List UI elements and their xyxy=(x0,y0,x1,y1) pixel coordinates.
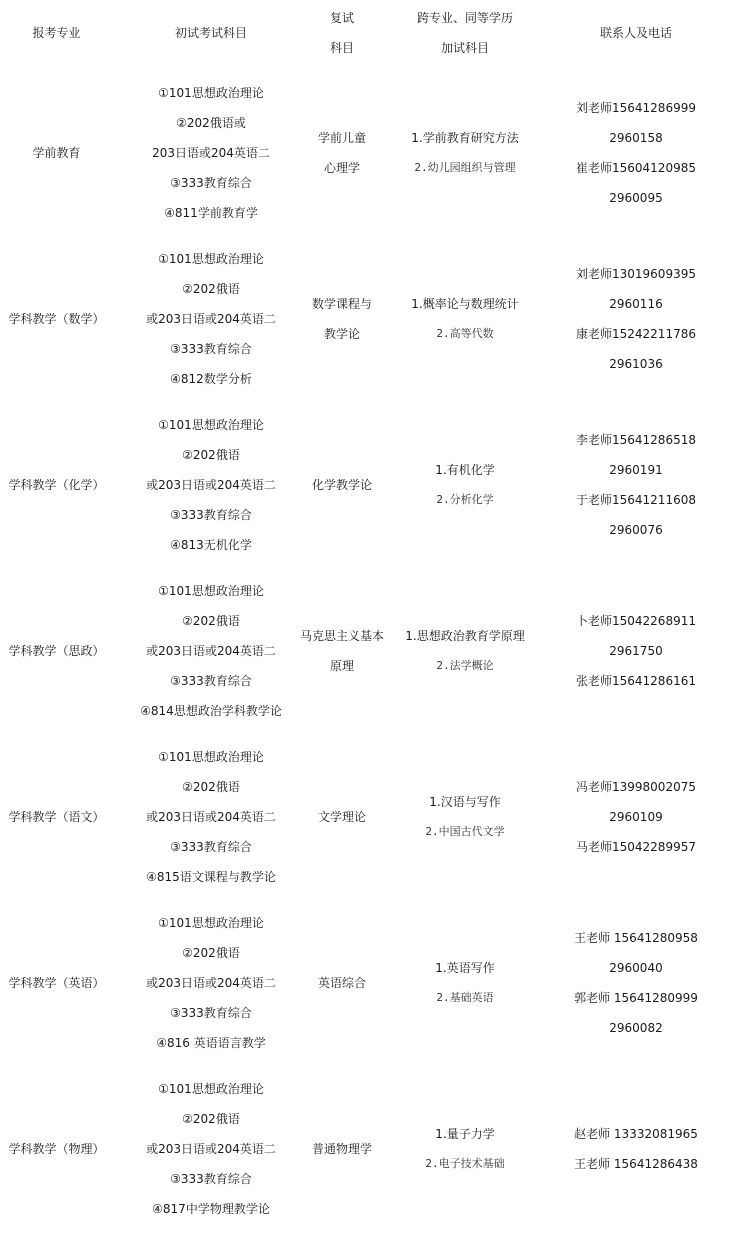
contact-cell xyxy=(541,236,731,402)
contact-cell xyxy=(541,568,731,734)
initial-subjects-cell-line: ③333教育综合 xyxy=(170,674,252,688)
contact-cell xyxy=(541,402,731,568)
extra-subjects-cell-line: 2.幼儿园组织与管理 xyxy=(414,161,516,174)
retest-subject-cell xyxy=(295,734,389,900)
contact-cell-line: 赵老师 13332081965 xyxy=(574,1127,698,1141)
extra-subjects-cell-line: 1.学前教育研究方法 xyxy=(411,131,519,145)
retest-subject-cell xyxy=(295,402,389,568)
initial-subjects-cell-line: ④812数学分析 xyxy=(170,372,252,386)
initial-subjects-cell-line: ③333教育综合 xyxy=(170,1006,252,1020)
extra-subjects-cell-line: 2.中国古代文学 xyxy=(425,825,505,838)
contact-cell-line: 张老师15641286161 xyxy=(576,674,696,688)
retest-subject-cell-line: 马克思主义基本 xyxy=(299,629,384,643)
major-cell xyxy=(0,1066,113,1232)
major-cell-line: 学科教学（语文） xyxy=(8,810,105,824)
table-row xyxy=(0,734,731,900)
initial-subjects-cell-line: ②202俄语 xyxy=(182,614,240,628)
major-cell-line: 学前教育 xyxy=(32,146,81,160)
contact-cell-line: 刘老师13019609395 xyxy=(576,267,696,281)
table-row xyxy=(0,236,731,402)
contact-cell-line: 2960158 xyxy=(609,131,663,145)
initial-subjects-cell-line: ④811学前教育学 xyxy=(164,206,258,220)
contact-cell-line: 郭老师 15641280999 xyxy=(574,991,698,1005)
contact-cell-line: 冯老师13998002075 xyxy=(576,780,696,794)
extra-subjects-cell-line: 2.分析化学 xyxy=(436,493,494,506)
contact-cell-line: 2961036 xyxy=(609,357,663,371)
extra-subjects-cell xyxy=(389,568,541,734)
initial-subjects-cell-line: ①101思想政治理论 xyxy=(158,584,264,598)
contact-cell-line: 李老师15641286518 xyxy=(576,433,696,447)
initial-subjects-cell-line: 或203日语或204英语二 xyxy=(146,478,276,492)
retest-subject-cell-line: 文学理论 xyxy=(317,810,366,824)
initial-subjects-cell-line: 或203日语或204英语二 xyxy=(146,644,276,658)
retest-subject-cell-line: 数学课程与 xyxy=(311,297,372,311)
contact-cell xyxy=(541,734,731,900)
major-cell xyxy=(0,70,113,236)
extra-subjects-cell xyxy=(389,900,541,1066)
initial-subjects-cell xyxy=(113,900,309,1066)
header-major: 报考专业 xyxy=(32,26,81,40)
header-retest-line2: 科目 xyxy=(329,41,354,55)
extra-subjects-cell xyxy=(389,236,541,402)
initial-subjects-cell xyxy=(113,402,309,568)
initial-subjects-cell xyxy=(113,70,309,236)
contact-cell-line: 王老师 15641286438 xyxy=(574,1157,698,1171)
extra-subjects-cell-line: 1.概率论与数理统计 xyxy=(411,297,519,311)
major-cell xyxy=(0,402,113,568)
initial-subjects-cell-line: ④815语文课程与教学论 xyxy=(146,870,276,884)
contact-cell-line: 崔老师15604120985 xyxy=(576,161,696,175)
contact-cell-line: 2960076 xyxy=(609,523,663,537)
retest-subject-cell-line: 化学教学论 xyxy=(311,478,372,492)
header-extra-line1: 跨专业、同等学历 xyxy=(416,11,513,25)
table-row xyxy=(0,568,731,734)
contact-cell xyxy=(541,70,731,236)
header-extra-line2: 加试科目 xyxy=(440,41,489,55)
major-cell-line: 学科教学（英语） xyxy=(8,976,105,990)
contact-cell-line: 康老师15242211786 xyxy=(576,327,696,341)
major-cell xyxy=(0,568,113,734)
initial-subjects-cell-line: ②202俄语 xyxy=(182,282,240,296)
contact-cell-line: 2960095 xyxy=(609,191,663,205)
header-contact: 联系人及电话 xyxy=(599,26,672,40)
retest-subject-cell xyxy=(295,568,389,734)
initial-subjects-cell xyxy=(113,734,309,900)
contact-cell-line: 2960109 xyxy=(609,810,663,824)
initial-subjects-cell-line: ②202俄语 xyxy=(182,946,240,960)
major-cell-line: 学科教学（数学） xyxy=(8,312,105,326)
initial-subjects-cell-line: ④813无机化学 xyxy=(170,538,252,552)
extra-subjects-cell xyxy=(389,70,541,236)
contact-cell xyxy=(541,900,731,1066)
initial-subjects-cell-line: ③333教育综合 xyxy=(170,508,252,522)
initial-subjects-cell xyxy=(113,1066,309,1232)
initial-subjects-cell-line: 或203日语或204英语二 xyxy=(146,976,276,990)
extra-subjects-cell-line: 1.量子力学 xyxy=(435,1127,495,1141)
extra-subjects-cell xyxy=(389,734,541,900)
contact-cell-line: 卜老师15042268911 xyxy=(576,614,696,628)
initial-subjects-cell-line: ③333教育综合 xyxy=(170,342,252,356)
retest-subject-cell-line: 普通物理学 xyxy=(311,1142,372,1156)
retest-subject-cell-line: 英语综合 xyxy=(317,976,366,990)
major-cell xyxy=(0,236,113,402)
header-initial-subjects: 初试考试科目 xyxy=(174,26,247,40)
retest-subject-cell xyxy=(295,70,389,236)
extra-subjects-cell-line: 1.英语写作 xyxy=(435,961,495,975)
initial-subjects-cell-line: ①101思想政治理论 xyxy=(158,1082,264,1096)
extra-subjects-cell xyxy=(389,1066,541,1232)
initial-subjects-cell-line: ②202俄语 xyxy=(182,1112,240,1126)
initial-subjects-cell-line: ③333教育综合 xyxy=(170,176,252,190)
extra-subjects-cell xyxy=(389,402,541,568)
initial-subjects-cell-line: ②202俄语 xyxy=(182,448,240,462)
contact-cell-line: 2961750 xyxy=(609,644,663,658)
extra-subjects-cell-line: 2.法学概论 xyxy=(436,659,494,672)
contact-cell-line: 王老师 15641280958 xyxy=(574,931,698,945)
initial-subjects-cell xyxy=(113,568,309,734)
contact-cell xyxy=(541,1066,731,1232)
initial-subjects-cell-line: ①101思想政治理论 xyxy=(158,252,264,266)
contact-cell-line: 2960116 xyxy=(609,297,663,311)
initial-subjects-cell-line: ①101思想政治理论 xyxy=(158,750,264,764)
header-retest-line1: 复试 xyxy=(329,11,354,25)
major-cell-line: 学科教学（化学） xyxy=(8,478,105,492)
contact-cell-line: 2960040 xyxy=(609,961,663,975)
major-cell-line: 学科教学（思政） xyxy=(8,644,105,658)
contact-cell-line: 于老师15641211608 xyxy=(576,493,696,507)
initial-subjects-cell-line: ①101思想政治理论 xyxy=(158,916,264,930)
retest-subject-cell xyxy=(295,900,389,1066)
retest-subject-cell xyxy=(295,1066,389,1232)
table-row xyxy=(0,900,731,1066)
extra-subjects-cell-line: 2.基础英语 xyxy=(436,991,494,1004)
contact-cell-line: 马老师15042289957 xyxy=(576,840,696,854)
initial-subjects-cell-line: ①101思想政治理论 xyxy=(158,86,264,100)
initial-subjects-cell-line: 或203日语或204英语二 xyxy=(146,810,276,824)
major-cell xyxy=(0,734,113,900)
initial-subjects-cell-line: 或203日语或204英语二 xyxy=(146,1142,276,1156)
table-row xyxy=(0,1066,731,1232)
extra-subjects-cell-line: 1.汉语与写作 xyxy=(429,795,501,809)
retest-subject-cell xyxy=(295,236,389,402)
initial-subjects-cell-line: ④817中学物理教学论 xyxy=(152,1202,270,1216)
extra-subjects-cell-line: 2.电子技术基础 xyxy=(425,1157,505,1170)
initial-subjects-cell-line: ②202俄语或 xyxy=(176,116,246,130)
contact-cell-line: 刘老师15641286999 xyxy=(576,101,696,115)
initial-subjects-cell-line: ④814思想政治学科教学论 xyxy=(140,704,282,718)
retest-subject-cell-line: 学前儿童 xyxy=(317,131,366,145)
initial-subjects-cell-line: 或203日语或204英语二 xyxy=(146,312,276,326)
contact-cell-line: 2960191 xyxy=(609,463,663,477)
initial-subjects-cell-line: ②202俄语 xyxy=(182,780,240,794)
extra-subjects-cell-line: 1.思想政治教育学原理 xyxy=(405,629,525,643)
retest-subject-cell-line: 教学论 xyxy=(323,327,360,341)
retest-subject-cell-line: 原理 xyxy=(329,659,354,673)
extra-subjects-cell-line: 1.有机化学 xyxy=(435,463,495,477)
major-cell xyxy=(0,900,113,1066)
initial-subjects-cell-line: ③333教育综合 xyxy=(170,1172,252,1186)
initial-subjects-cell xyxy=(113,236,309,402)
extra-subjects-cell-line: 2.高等代数 xyxy=(436,327,494,340)
initial-subjects-cell-line: ③333教育综合 xyxy=(170,840,252,854)
table-row xyxy=(0,70,731,236)
initial-subjects-cell-line: ①101思想政治理论 xyxy=(158,418,264,432)
table-row xyxy=(0,402,731,568)
initial-subjects-cell-line: ④816 英语语言教学 xyxy=(156,1036,266,1050)
retest-subject-cell-line: 心理学 xyxy=(323,161,360,175)
major-cell-line: 学科教学（物理） xyxy=(8,1142,105,1156)
initial-subjects-cell-line: 203日语或204英语二 xyxy=(152,146,270,160)
contact-cell-line: 2960082 xyxy=(609,1021,663,1035)
table-header xyxy=(0,0,731,66)
